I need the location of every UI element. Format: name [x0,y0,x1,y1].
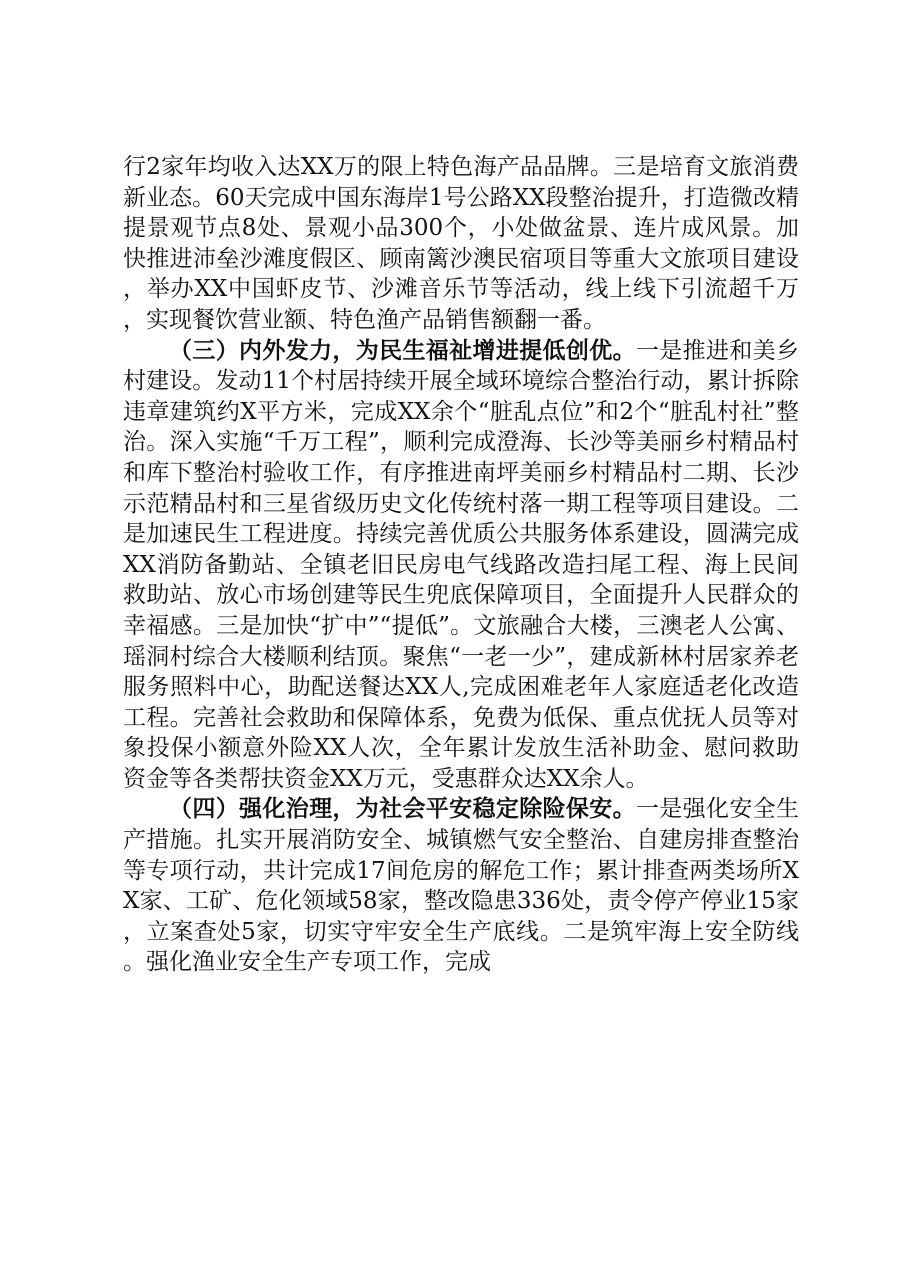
paragraph-text: 一是推进和美乡村建设。发动11个村居持续开展全域环境综合整治行动，累计拆除违章建筑约X平方米，完成XX余个“脏乱点位”和2个“脏乱村社”整治。深入实施“千万工程”，顺利完成澄海、长沙等美丽乡村精品村和库下整治村验收工作，有序推进南坪美丽乡村精品村二期、长沙示范精品村和三星省级历史文化传统村落一期工程等项目建设。二是加速民生工程进度。持续完善优质公共服务体系建设，圆满完成XX消防备勤站、全镇老旧民房电气线路改造扫尾工程、海上民间救助站、放心市场创建等民生兜底保障项目，全面提升人民群众的幸福感。三是加快“扩中”“提低”。文旅融合大楼，三澳老人公寓、瑶洞村综合大楼顺利结顶。聚焦“一老一少”，建成新林村居家养老服务照料中心，助配送餐达XX人,完成困难老年人家庭适老化改造工程。完善社会救助和保障体系，免费为低保、重点优抚人员等对象投保小额意外险XX人次，全年累计发放生活补助金、慰问救助资金等各类帮扶资金XX万元，受惠群众达XX余人。 [123,337,800,792]
paragraph-text: 一是强化安全生产措施。扎实开展消防安全、城镇燃气安全整治、自建房排查整治等专项行动，共计完成17间危房的解危工作；累计排查两类场所XX家、工矿、危化领域58家，整改隐患336处，责令停产停业15家，立案查处5家，切实守牢安全生产底线。二是筑牢海上安全防线。强化渔业安全生产专项工作，完成 [123,796,800,976]
paragraph-continuation [123,152,799,336]
paragraph-section-4 [123,794,799,978]
document-body [123,152,799,978]
paragraph-text: 行2家年均收入达XX万的限上特色海产品品牌。三是培育文旅消费新业态。60天完成中国东海岸1号公路XX段整治提升，打造微改精提景观节点8处、景观小品300个，小处做盆景、连片成风景。加快推进沛垒沙滩度假区、顾南篱沙澳民宿项目等重大文旅项目建设，举办XX中国虾皮节、沙滩音乐节等活动，线上线下引流超千万，实现餐饮营业额、特色渔产品销售额翻一番。 [123,154,799,333]
paragraph-section-3 [123,336,799,795]
section-heading: （三）内外发力，为民生福祉增进提低创优。 [169,336,636,364]
section-heading: （四）强化治理，为社会平安稳定除险保安。 [169,795,636,823]
